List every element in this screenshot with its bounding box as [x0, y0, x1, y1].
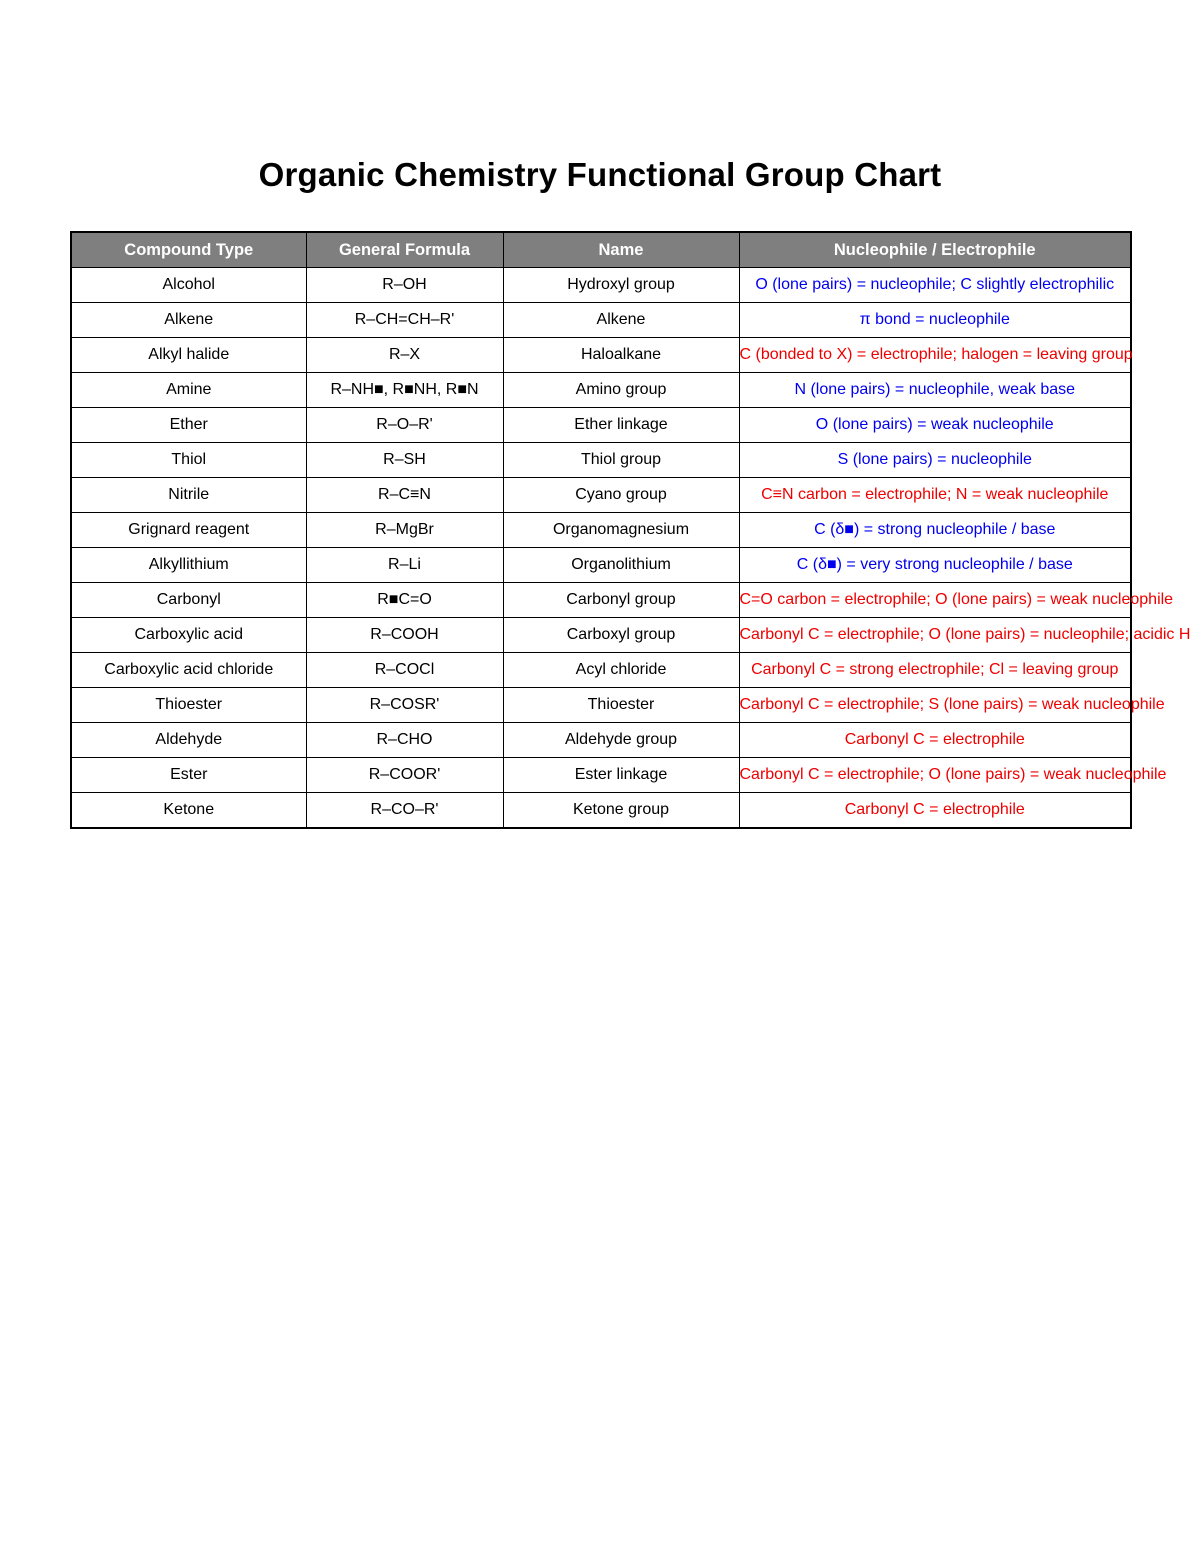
reactivity-text: Carbonyl C = strong electrophile; Cl = leaving group [751, 661, 1119, 678]
reactivity-cell [739, 268, 1131, 303]
compound-type-cell: Alkene [71, 303, 306, 338]
group-name-cell: Amino group [503, 373, 739, 408]
compound-type-cell: Thioester [71, 688, 306, 723]
reactivity-text: π bond = nucleophile [859, 311, 1010, 328]
group-name-cell: Organolithium [503, 548, 739, 583]
general-formula-cell: R–COSR' [306, 688, 503, 723]
compound-type-cell: Alcohol [71, 268, 306, 303]
general-formula-cell: R–X [306, 338, 503, 373]
reactivity-text: C (δ■) = strong nucleophile / base [814, 521, 1056, 538]
general-formula-cell: R–Li [306, 548, 503, 583]
reactivity-text: C (δ■) = very strong nucleophile / base [796, 556, 1073, 573]
reactivity-text: C≡N carbon = electrophile; N = weak nucleophile [761, 486, 1109, 503]
general-formula-cell: R■C=O [306, 583, 503, 618]
compound-type-cell: Carbonyl [71, 583, 306, 618]
general-formula-cell: R–SH [306, 443, 503, 478]
reactivity-cell [739, 548, 1131, 583]
group-name-cell: Aldehyde group [503, 723, 739, 758]
header-name: Name [503, 232, 739, 268]
general-formula-cell: R–NH■, R■NH, R■N [306, 373, 503, 408]
general-formula-cell: R–OH [306, 268, 503, 303]
general-formula-cell: R–COOR' [306, 758, 503, 793]
table-row [71, 688, 1131, 723]
table-row [71, 478, 1131, 513]
reactivity-cell [739, 513, 1131, 548]
table-row [71, 548, 1131, 583]
header-general-formula: General Formula [306, 232, 503, 268]
reactivity-cell [739, 758, 1167, 793]
compound-type-cell: Aldehyde [71, 723, 306, 758]
table-row [71, 443, 1131, 478]
reactivity-text: O (lone pairs) = weak nucleophile [815, 416, 1054, 433]
reactivity-cell [739, 583, 1174, 618]
reactivity-cell [739, 443, 1131, 478]
page-title: Organic Chemistry Functional Group Chart [258, 156, 942, 193]
compound-type-cell: Alkyl halide [71, 338, 306, 373]
general-formula-cell: R–O–R' [306, 408, 503, 443]
table-row [71, 583, 1131, 618]
table-row [71, 618, 1131, 653]
reactivity-cell [739, 653, 1131, 688]
group-name-cell: Ether linkage [503, 408, 739, 443]
reactivity-text: Carbonyl C = electrophile [844, 731, 1025, 748]
table-row [71, 653, 1131, 688]
table-row [71, 338, 1131, 373]
reactivity-text: Carbonyl C = electrophile; O (lone pairs) = weak nucleophile [739, 766, 1167, 783]
functional-group-table [70, 231, 1191, 829]
group-name-cell: Cyano group [503, 478, 739, 513]
table-row [71, 268, 1131, 303]
group-name-cell: Carboxyl group [503, 618, 739, 653]
table-row [71, 723, 1131, 758]
table-row [71, 303, 1131, 338]
table-row [71, 513, 1131, 548]
table-row [71, 793, 1131, 829]
general-formula-cell: R–CH=CH–R' [306, 303, 503, 338]
compound-type-cell: Carboxylic acid chloride [71, 653, 306, 688]
general-formula-cell: R–COCl [306, 653, 503, 688]
group-name-cell: Carbonyl group [503, 583, 739, 618]
reactivity-cell [739, 793, 1131, 829]
compound-type-cell: Amine [71, 373, 306, 408]
general-formula-cell: R–COOH [306, 618, 503, 653]
group-name-cell: Hydroxyl group [503, 268, 739, 303]
general-formula-cell: R–C≡N [306, 478, 503, 513]
reactivity-text: O (lone pairs) = nucleophile; C slightly electrophilic [755, 276, 1115, 293]
reactivity-cell [739, 688, 1165, 723]
reactivity-cell [739, 373, 1131, 408]
reactivity-text: C (bonded to X) = electrophile; halogen = leaving group [739, 346, 1133, 363]
reactivity-cell [739, 723, 1131, 758]
general-formula-cell: R–CHO [306, 723, 503, 758]
compound-type-cell: Ether [71, 408, 306, 443]
group-name-cell: Thioester [503, 688, 739, 723]
table-row [71, 373, 1131, 408]
table-header-row [71, 232, 1131, 268]
reactivity-text: N (lone pairs) = nucleophile, weak base [794, 381, 1076, 398]
group-name-cell: Haloalkane [503, 338, 739, 373]
group-name-cell: Thiol group [503, 443, 739, 478]
reactivity-cell [739, 303, 1131, 338]
reactivity-cell [739, 478, 1131, 513]
header-compound-type: Compound Type [71, 232, 306, 268]
reactivity-text: C=O carbon = electrophile; O (lone pairs) = weak nucleophile [739, 591, 1174, 608]
compound-type-cell: Carboxylic acid [71, 618, 306, 653]
reactivity-cell [739, 338, 1131, 373]
reactivity-text: S (lone pairs) = nucleophile [837, 451, 1032, 468]
general-formula-cell: R–MgBr [306, 513, 503, 548]
group-name-cell: Ketone group [503, 793, 739, 829]
group-name-cell: Ester linkage [503, 758, 739, 793]
compound-type-cell: Ketone [71, 793, 306, 829]
compound-type-cell: Ester [71, 758, 306, 793]
compound-type-cell: Thiol [71, 443, 306, 478]
reactivity-text: Carbonyl C = electrophile; O (lone pairs) = nucleophile; acidic H [739, 626, 1191, 643]
group-name-cell: Alkene [503, 303, 739, 338]
group-name-cell: Organomagnesium [503, 513, 739, 548]
general-formula-cell: R–CO–R' [306, 793, 503, 829]
reactivity-cell [739, 618, 1191, 653]
compound-type-cell: Nitrile [71, 478, 306, 513]
table-row [71, 758, 1131, 793]
reactivity-cell [739, 408, 1131, 443]
group-name-cell: Acyl chloride [503, 653, 739, 688]
compound-type-cell: Alkyllithium [71, 548, 306, 583]
header-nucleophile-electrophile: Nucleophile / Electrophile [739, 232, 1131, 268]
reactivity-text: Carbonyl C = electrophile [844, 801, 1025, 818]
compound-type-cell: Grignard reagent [71, 513, 306, 548]
reactivity-text: Carbonyl C = electrophile; S (lone pairs) = weak nucleophile [739, 696, 1165, 713]
table-row [71, 408, 1131, 443]
